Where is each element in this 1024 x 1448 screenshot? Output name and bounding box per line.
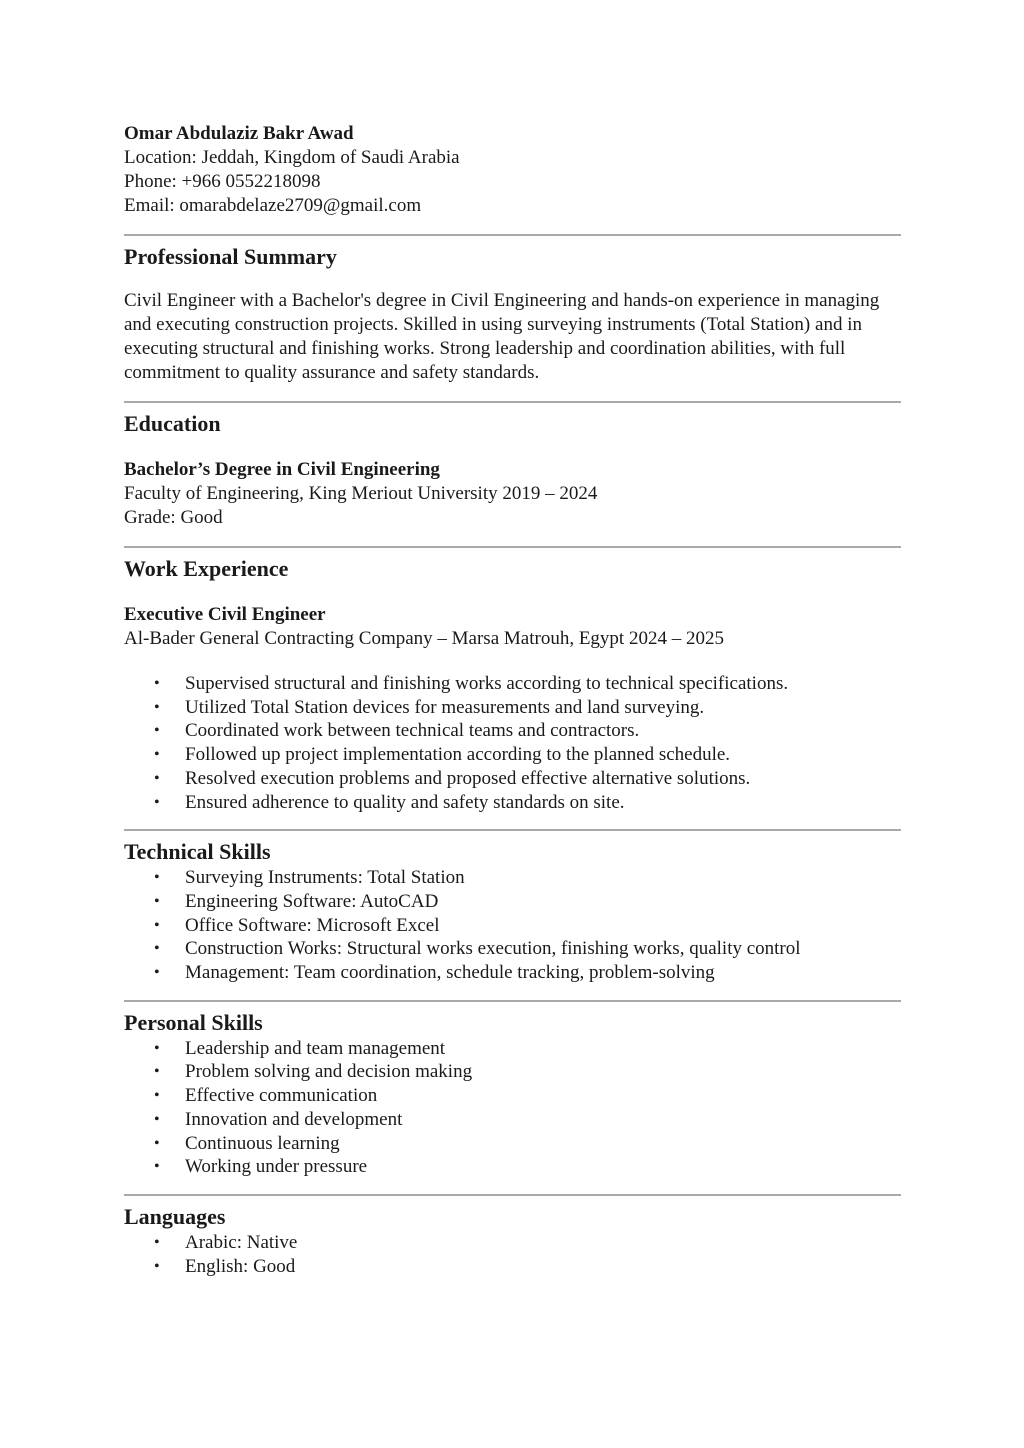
list-item: • Management: Team coordination, schedule tracking, problem-solving (124, 961, 901, 985)
personal-skills-list (124, 1037, 901, 1179)
candidate-name: Omar Abdulaziz Bakr Awad (124, 123, 354, 144)
list-item: • Innovation and development (124, 1108, 901, 1132)
section-divider (124, 546, 901, 548)
list-item: • Problem solving and decision making (124, 1060, 901, 1084)
degree-title: Bachelor’s Degree in Civil Engineering (124, 459, 440, 480)
education-heading: Education (124, 411, 221, 436)
technical-skills-list (124, 866, 901, 985)
list-item: • Supervised structural and finishing works according to technical specifications. (124, 672, 901, 696)
list-item: • Surveying Instruments: Total Station (124, 866, 901, 890)
languages-section (124, 1203, 901, 1278)
section-divider (124, 1000, 901, 1002)
email-line: Email: omarabdelaze2709@gmail.com (124, 195, 422, 216)
list-item: • English: Good (124, 1255, 901, 1279)
list-item: • Effective communication (124, 1084, 901, 1108)
list-item: • Resolved execution problems and proposed effective alternative solutions. (124, 767, 901, 791)
contact-block (124, 122, 901, 218)
section-divider (124, 829, 901, 831)
list-item: • Continuous learning (124, 1132, 901, 1156)
personal-skills-heading: Personal Skills (124, 1009, 263, 1035)
summary-section (124, 243, 901, 385)
section-divider (124, 1194, 901, 1196)
list-item: • Arabic: Native (124, 1231, 901, 1255)
technical-skills-section (124, 838, 901, 985)
languages-heading: Languages (124, 1203, 226, 1229)
list-item: • Utilized Total Station devices for measurements and land surveying. (124, 696, 901, 720)
list-item: • Working under pressure (124, 1155, 901, 1179)
experience-heading: Work Experience (124, 556, 289, 581)
list-item: • Construction Works: Structural works execution, finishing works, quality control (124, 937, 901, 961)
personal-skills-section (124, 1009, 901, 1179)
resume-document (124, 122, 901, 1278)
location-line: Location: Jeddah, Kingdom of Saudi Arabia (124, 147, 460, 168)
languages-list (124, 1231, 901, 1278)
grade-line: Grade: Good (124, 507, 223, 528)
list-item: • Ensured adherence to quality and safety standards on site. (124, 791, 901, 815)
list-item: • Coordinated work between technical teams and contractors. (124, 719, 901, 743)
list-item: • Office Software: Microsoft Excel (124, 914, 901, 938)
list-item: • Engineering Software: AutoCAD (124, 890, 901, 914)
summary-heading: Professional Summary (124, 244, 337, 269)
company-line: Al-Bader General Contracting Company – Marsa Matrouh, Egypt 2024 – 2025 (124, 628, 724, 649)
section-divider (124, 401, 901, 403)
list-item: • Followed up project implementation according to the planned schedule. (124, 743, 901, 767)
experience-bullet-list (124, 672, 901, 814)
summary-text: Civil Engineer with a Bachelor's degree in Civil Engineering and hands-on experience in managing and executing construction projects. Skilled in using surveying instruments (Total Station) and in executing structural and finishing works. Strong leadership and coordination abilities, with full commitment to quality assurance and safety standards. (124, 290, 880, 383)
experience-section (124, 555, 901, 814)
education-section (124, 410, 901, 530)
section-divider (124, 234, 901, 236)
job-title: Executive Civil Engineer (124, 604, 326, 625)
technical-skills-heading: Technical Skills (124, 839, 271, 865)
institution-line: Faculty of Engineering, King Meriout University 2019 – 2024 (124, 483, 598, 504)
phone-line: Phone: +966 0552218098 (124, 171, 321, 192)
list-item: • Leadership and team management (124, 1037, 901, 1061)
